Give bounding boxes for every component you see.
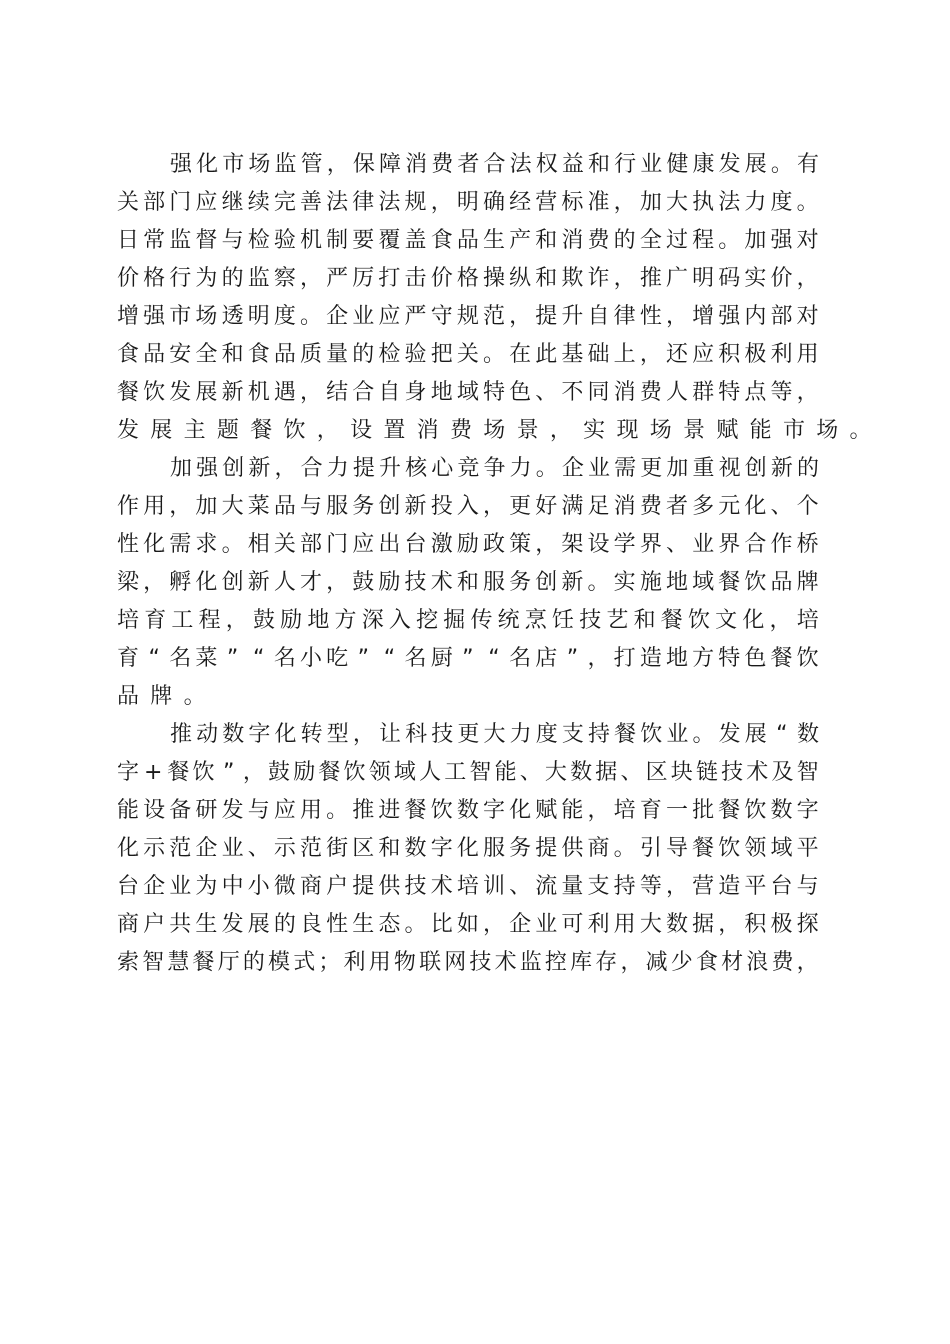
text-line: 强 化 市 场 监 管 ， 保 障 消 费 者 合 法 权 益 和 行 业 健 康 发 展 。 有	[170, 152, 820, 177]
text-line: 育 “ 名 菜 ” “ 名 小 吃 ” “ 名 厨 ” “ 名 店 ” ， 打 造 地 方 特 色 餐 饮	[117, 646, 819, 671]
text-line: 作 用 ， 加 大 菜 品 与 服 务 创 新 投 入 ， 更 好 满 足 消 费 者 多 元 化 、 个	[117, 494, 819, 519]
text-line: 品 牌 。	[117, 684, 206, 709]
paragraph-market-regulation	[117, 146, 872, 450]
text-line: 餐 饮 发 展 新 机 遇 ， 结 合 自 身 地 域 特 色 、 不 同 消 费 人 群 特 点 等 ，	[117, 380, 819, 405]
text-line: 字 + 餐 饮 ” ， 鼓 励 餐 饮 领 域 人 工 智 能 、 大 数 据 、 区 块 链 技 术 及 智	[117, 760, 819, 785]
text-line: 培 育 工 程 ， 鼓 励 地 方 深 入 挖 掘 传 统 烹 饪 技 艺 和 餐 饮 文 化 ， 培	[117, 608, 819, 633]
text-line: 性 化 需 求 。 相 关 部 门 应 出 台 激 励 政 策 ， 架 设 学 界 、 业 界 合 作 桥	[117, 532, 819, 557]
text-line: 能 设 备 研 发 与 应 用 。 推 进 餐 饮 数 字 化 赋 能 ， 培 育 一 批 餐 饮 数 字	[117, 798, 819, 823]
text-line: 索 智 慧 餐 厅 的 模 式 ； 利 用 物 联 网 技 术 监 控 库 存 ， 减 少 食 材 浪 费 ，	[117, 950, 819, 975]
paragraph-innovation	[117, 450, 819, 716]
text-line: 化 示 范 企 业 、 示 范 街 区 和 数 字 化 服 务 提 供 商 。 引 导 餐 饮 领 域 平	[117, 836, 819, 861]
text-line: 日 常 监 督 与 检 验 机 制 要 覆 盖 食 品 生 产 和 消 费 的 全 过 程 。 加 强 对	[117, 228, 819, 253]
text-line: 梁 ， 孵 化 创 新 人 才 ， 鼓 励 技 术 和 服 务 创 新 。 实 施 地 域 餐 饮 品 牌	[117, 570, 819, 595]
text-line: 加 强 创 新 ， 合 力 提 升 核 心 竞 争 力 。 企 业 需 更 加 重 视 创 新 的	[170, 456, 820, 481]
text-line: 商 户 共 生 发 展 的 良 性 生 态 。 比 如 ， 企 业 可 利 用 大 数 据 ， 积 极 探	[117, 912, 819, 937]
text-line: 食 品 安 全 和 食 品 质 量 的 检 验 把 关 。 在 此 基 础 上 ， 还 应 积 极 利 用	[117, 342, 819, 367]
text-line: 增 强 市 场 透 明 度 。 企 业 应 严 守 规 范 ， 提 升 自 律 性 ， 增 强 内 部 对	[117, 304, 819, 329]
text-line: 发 展 主 题 餐 饮 ， 设 置 消 费 场 景 ， 实 现 场 景 赋 能 市 场 。	[117, 418, 872, 443]
text-line: 关 部 门 应 继 续 完 善 法 律 法 规 ， 明 确 经 营 标 准 ， 加 大 执 法 力 度 。	[117, 190, 819, 215]
paragraph-digital-transformation	[117, 716, 819, 982]
text-line: 台 企 业 为 中 小 微 商 户 提 供 技 术 培 训 、 流 量 支 持 等 ， 营 造 平 台 与	[117, 874, 819, 899]
document-body	[117, 146, 872, 982]
text-line: 价 格 行 为 的 监 察 ， 严 厉 打 击 价 格 操 纵 和 欺 诈 ， 推 广 明 码 实 价 ，	[117, 266, 819, 291]
text-line: 推 动 数 字 化 转 型 ， 让 科 技 更 大 力 度 支 持 餐 饮 业 。 发 展 “ 数	[170, 722, 820, 747]
